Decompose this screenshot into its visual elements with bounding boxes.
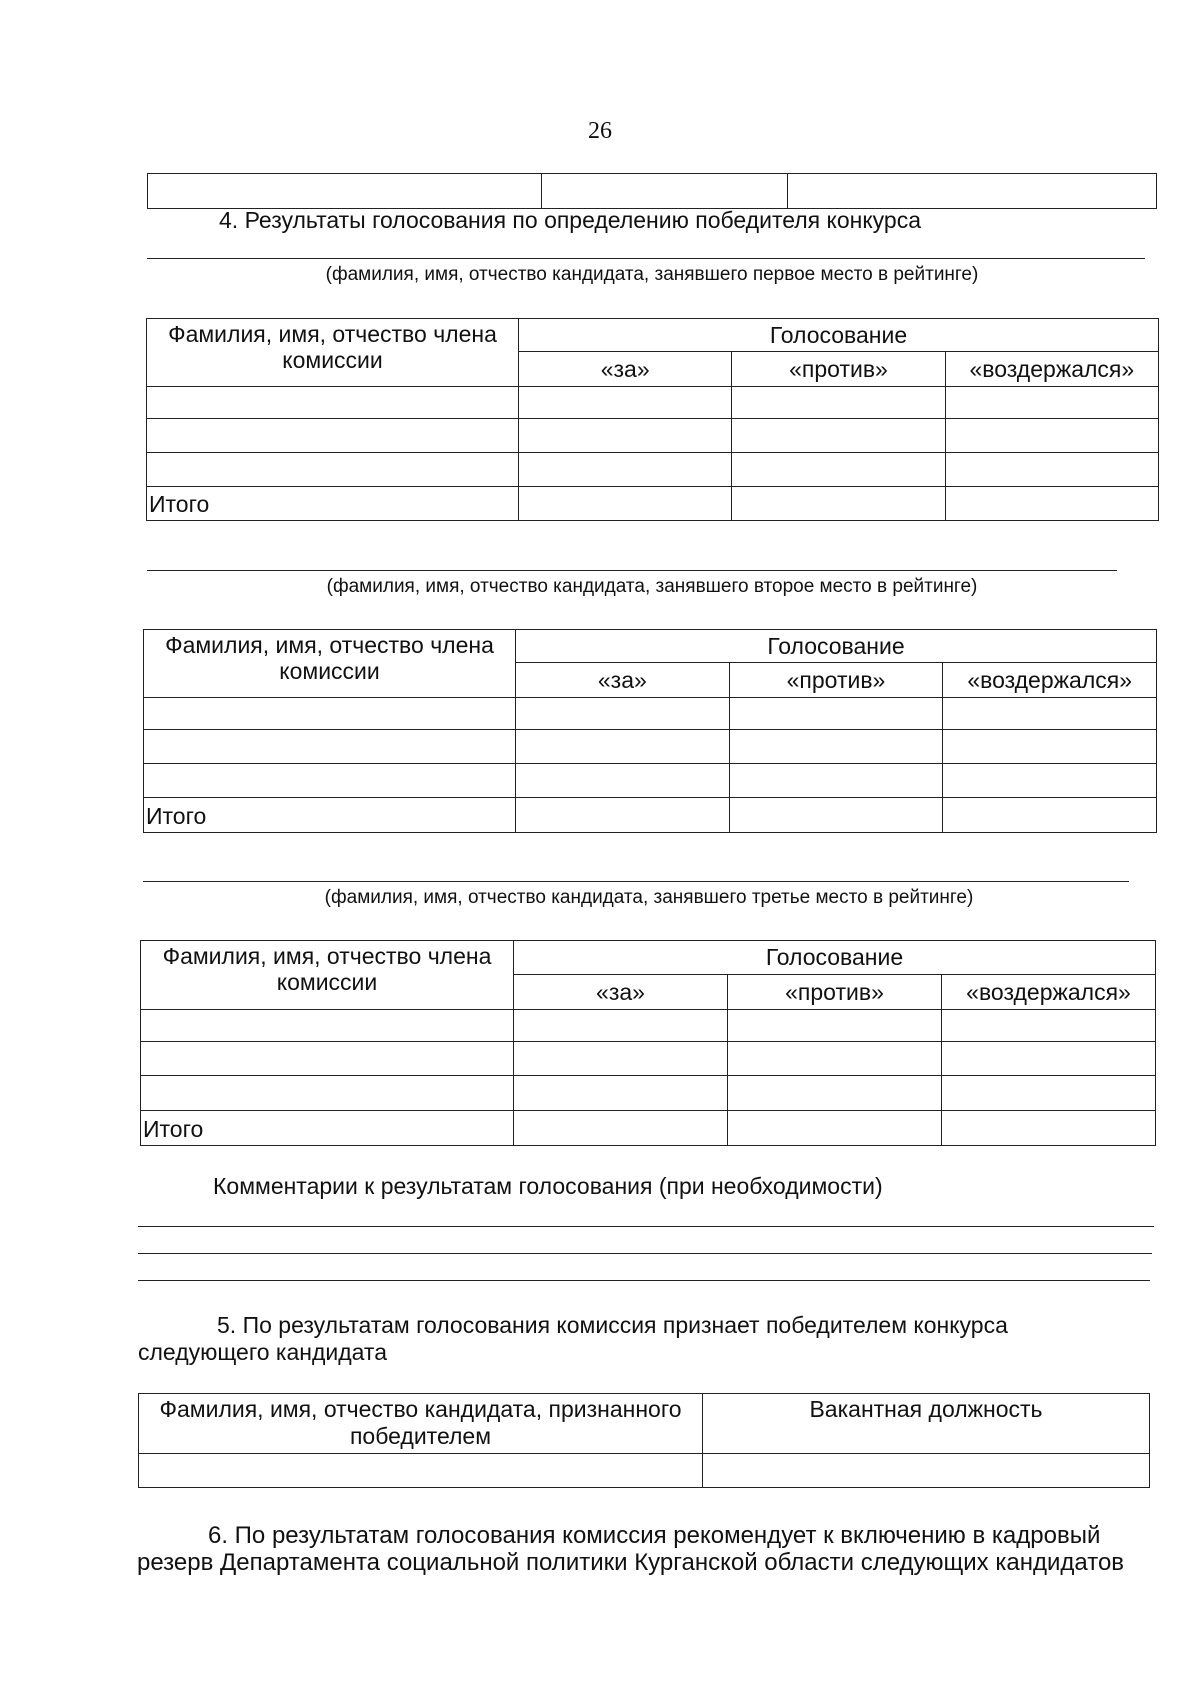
- col-against: «против»: [732, 352, 945, 387]
- voting-header: Голосование: [514, 941, 1156, 975]
- voting-header: Голосование: [516, 630, 1157, 663]
- col-for: «за»: [514, 975, 728, 1010]
- col-against: «против»: [728, 975, 942, 1010]
- candidate-1-name-line: [147, 258, 1145, 259]
- comments-line-1: [138, 1226, 1154, 1227]
- winner-table: [138, 1393, 1150, 1488]
- total-label: Итого: [141, 1111, 514, 1146]
- voting-header: Голосование: [519, 319, 1159, 352]
- col-position: Вакантная должность: [703, 1394, 1150, 1454]
- total-label: Итого: [147, 487, 519, 521]
- comments-line-2: [138, 1253, 1152, 1254]
- page-number: 26: [588, 118, 612, 144]
- candidate-3-caption: (фамилия, имя, отчество кандидата, занявшего третье место в рейтинге): [324, 887, 974, 908]
- candidate-2-caption: (фамилия, имя, отчество кандидата, занявшего второе место в рейтинге): [326, 576, 978, 597]
- section-4-title: 4. Результаты голосования по определению победителя конкурса: [219, 207, 921, 233]
- col-for: «за»: [519, 352, 732, 387]
- col-abstained: «воздержался»: [945, 352, 1158, 387]
- section-6-text: 6. По результатам голосования комиссия рекомендует к включению в кадровый резерв Департамента социальной политики Курганской области следующих кандидатов: [137, 1522, 1125, 1576]
- voting-table-3: [140, 940, 1156, 1146]
- member-header: Фамилия, имя, отчество члена комиссии: [144, 630, 516, 698]
- candidate-3-name-line: [143, 881, 1129, 882]
- total-label: Итого: [144, 798, 516, 833]
- voting-table-2: [143, 629, 1157, 833]
- col-abstained: «воздержался»: [943, 663, 1157, 698]
- section-5-text: 5. По результатам голосования комиссия признает победителем конкурса следующего кандидата: [138, 1312, 1008, 1365]
- member-header: Фамилия, имя, отчество члена комиссии: [147, 319, 519, 387]
- comments-label: Комментарии к результатам голосования (при необходимости): [213, 1173, 883, 1199]
- voting-table-1: [146, 318, 1159, 521]
- col-against: «против»: [729, 663, 943, 698]
- previous-table-remnant: [147, 173, 1157, 209]
- candidate-2-name-line: [147, 570, 1117, 571]
- member-header: Фамилия, имя, отчество члена комиссии: [141, 941, 514, 1010]
- candidate-1-caption: (фамилия, имя, отчество кандидата, занявшего первое место в рейтинге): [325, 264, 979, 285]
- col-for: «за»: [516, 663, 730, 698]
- col-abstained: «воздержался»: [942, 975, 1156, 1010]
- col-candidate: Фамилия, имя, отчество кандидата, признанного победителем: [139, 1394, 703, 1454]
- comments-line-3: [138, 1280, 1150, 1281]
